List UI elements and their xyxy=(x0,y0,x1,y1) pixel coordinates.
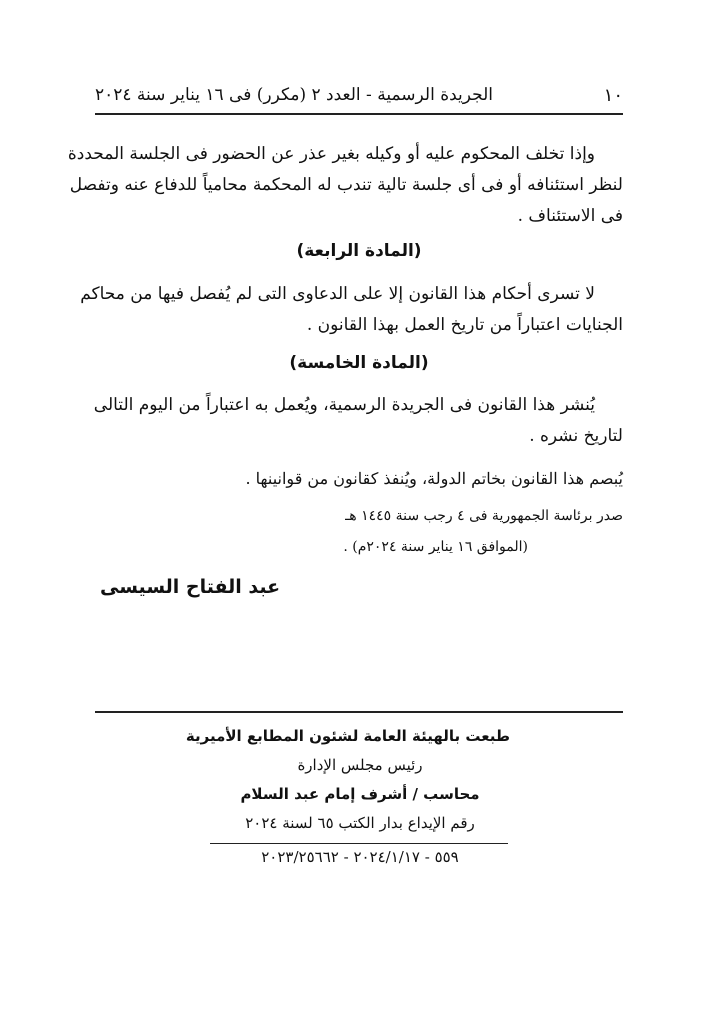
president-signature: عبد الفتاح السيسى xyxy=(100,576,281,598)
page-number: ١٠ xyxy=(603,84,623,106)
text-line: يُنشر هذا القانون فى الجريدة الرسمية، ويُعمل به اعتباراً من اليوم التالى xyxy=(93,395,595,415)
text-line: لتاريخ نشره . xyxy=(529,426,623,446)
text-line: لا تسرى أحكام هذا القانون إلا على الدعاوى التى لم يُفصل فيها من محاكم xyxy=(80,284,595,304)
page-header xyxy=(95,82,623,108)
printer-name: طبعت بالهيئة العامة لشئون المطابع الأميرية xyxy=(185,727,510,745)
chairman-name: محاسب / أشرف إمام عبد السلام xyxy=(240,785,480,803)
deposit-number: رقم الإيداع بدار الكتب ٦٥ لسنة ٢٠٢٤ xyxy=(245,814,475,832)
article-5-body xyxy=(95,390,623,452)
text-line: فى الاستئناف . xyxy=(517,206,623,226)
paragraph-appeal-absence xyxy=(67,139,623,232)
text-line: الجنايات اعتباراً من تاريخ العمل بهذا القانون . xyxy=(306,315,623,335)
header-divider xyxy=(95,113,623,115)
seal-line: يُبصم هذا القانون بخاتم الدولة، ويُنفذ كقانون من قوانينها . xyxy=(245,469,623,488)
footer-divider xyxy=(95,711,623,713)
print-code: ٥٥٩ - ٢٠٢٤/١/١٧ - ٢٠٢٣/٢٥٦٦٢ xyxy=(261,848,459,866)
issued-date-line: (الموافق ١٦ يناير سنة ٢٠٢٤م) . xyxy=(343,539,528,555)
article-5-heading: (المادة الخامسة) xyxy=(289,353,429,373)
chairman-title: رئيس مجلس الإدارة xyxy=(297,756,423,774)
issued-line: صدر برئاسة الجمهورية فى ٤ رجب سنة ١٤٤٥ هـ xyxy=(345,508,623,524)
gazette-title: الجريدة الرسمية - العدد ٢ (مكرر) فى ١٦ يناير سنة ٢٠٢٤ xyxy=(95,85,494,105)
article-4-body xyxy=(80,279,623,341)
footer-inner-divider xyxy=(210,843,508,844)
text-line: لنظر استئنافه أو فى أى جلسة تالية تندب له المحكمة محامياً للدفاع عنه وتفصل xyxy=(69,175,623,195)
text-line: وإذا تخلف المحكوم عليه أو وكيله بغير عذر عن الحضور فى الجلسة المحددة xyxy=(67,144,595,164)
article-4-heading: (المادة الرابعة) xyxy=(296,241,422,261)
